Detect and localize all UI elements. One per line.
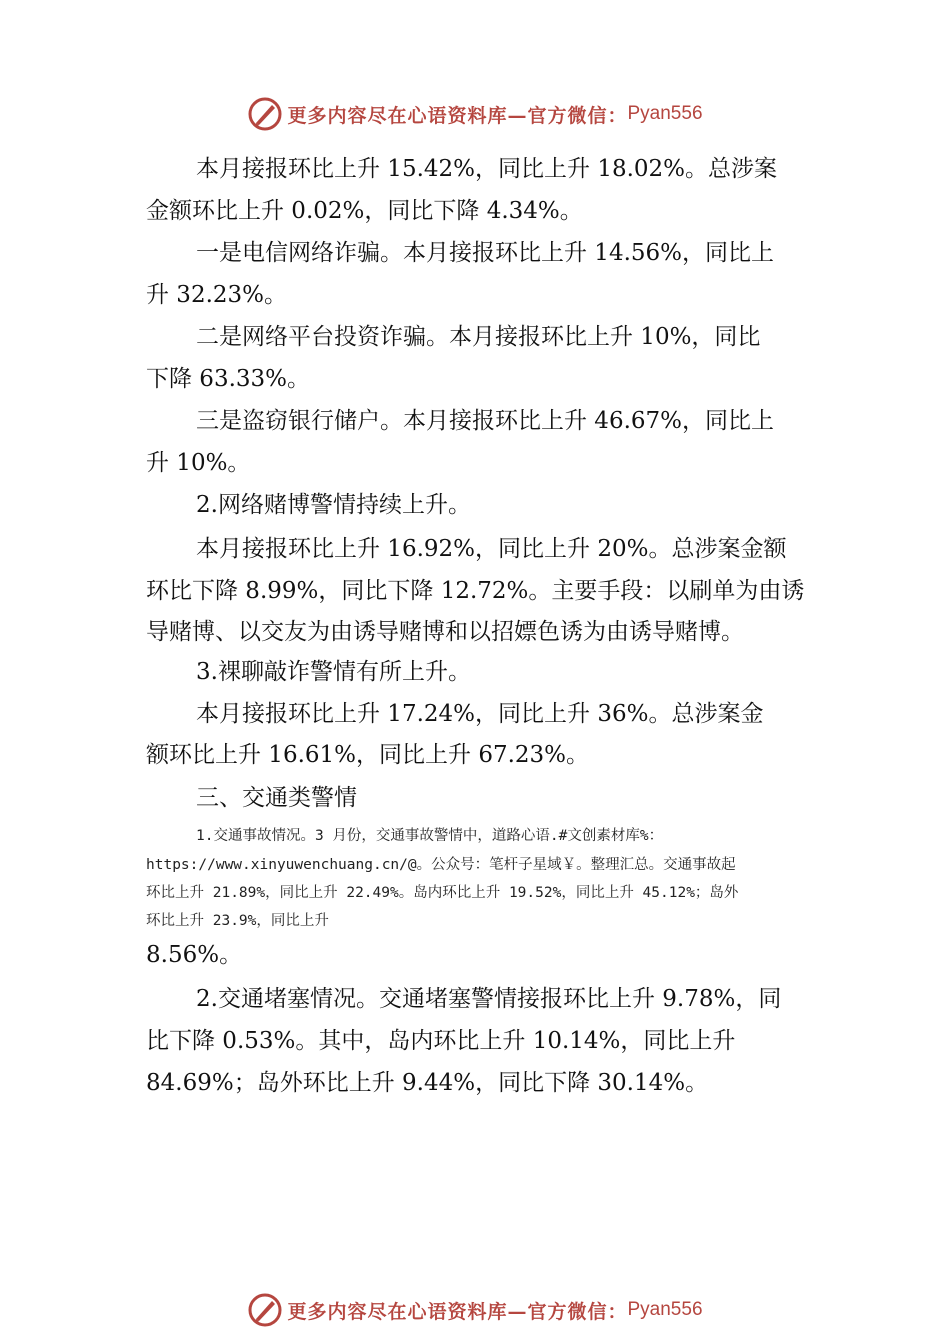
paragraph-line: 二是网络平台投资诈骗。本月接报环比上升 10%，同比 xyxy=(196,324,761,350)
section-heading: 3.裸聊敲诈警情有所上升。 xyxy=(196,659,471,685)
paragraph-line: 2.交通堵塞情况。交通堵塞警情接报环比上升 9.78%，同 xyxy=(196,986,782,1012)
paragraph-line: 本月接报环比上升 17.24%，同比上升 36%。总涉案金 xyxy=(196,701,764,727)
pen-logo-icon xyxy=(247,96,283,132)
footer-banner xyxy=(0,1290,950,1330)
paragraph-line: 升 32.23%。 xyxy=(146,282,288,308)
paragraph-line: 8.56%。 xyxy=(146,942,243,968)
header-banner xyxy=(0,94,950,134)
paragraph-line: 本月接报环比上升 16.92%，同比上升 20%。总涉案金额 xyxy=(196,536,787,562)
banner-wechat-id: Pyan556 xyxy=(627,1299,703,1320)
paragraph-line: 84.69%；岛外环比上升 9.44%，同比下降 30.14%。 xyxy=(146,1070,709,1096)
pen-logo-icon xyxy=(247,1292,283,1328)
paragraph-line: 额环比上升 16.61%，同比上升 67.23%。 xyxy=(146,742,590,768)
paragraph-line: 比下降 0.53%。其中，岛内环比上升 10.14%，同比上升 xyxy=(146,1028,736,1054)
paragraph-line: 导赌博、以交友为由诱导赌博和以招嫖色诱为由诱导赌博。 xyxy=(146,619,744,645)
banner-text: 更多内容尽在心语资料库—官方微信： xyxy=(287,1300,628,1323)
paragraph-line: 金额环比上升 0.02%，同比下降 4.34%。 xyxy=(146,198,583,224)
small-text-line: https://www.xinyuwenchuang.cn/@。公众号：笔杆子星域￥。整理汇总。交通事故起 xyxy=(146,857,736,873)
paragraph-line: 下降 63.33%。 xyxy=(146,366,311,392)
banner-wechat-id: Pyan556 xyxy=(627,103,703,124)
paragraph-line: 本月接报环比上升 15.42%，同比上升 18.02%。总涉案 xyxy=(196,156,778,182)
paragraph-line: 升 10%。 xyxy=(146,450,251,476)
small-text-line: 环比上升 23.9%，同比上升 xyxy=(146,913,329,929)
paragraph-line: 三是盗窃银行储户。本月接报环比上升 46.67%，同比上 xyxy=(196,408,775,434)
small-text-line: 1.交通事故情况。3 月份，交通事故警情中，道路心语.#文创素材库%： xyxy=(196,828,664,844)
paragraph-line: 一是电信网络诈骗。本月接报环比上升 14.56%，同比上 xyxy=(196,240,775,266)
small-text-line: 环比上升 21.89%，同比上升 22.49%。岛内环比上升 19.52%，同比上升 45.12%；岛外 xyxy=(146,885,739,901)
section-heading: 三、交通类警情 xyxy=(196,785,357,811)
banner-text: 更多内容尽在心语资料库—官方微信： xyxy=(287,104,628,127)
paragraph-line: 环比下降 8.99%，同比下降 12.72%。主要手段：以刷单为由诱 xyxy=(146,578,805,604)
section-heading: 2.网络赌博警情持续上升。 xyxy=(196,492,471,518)
